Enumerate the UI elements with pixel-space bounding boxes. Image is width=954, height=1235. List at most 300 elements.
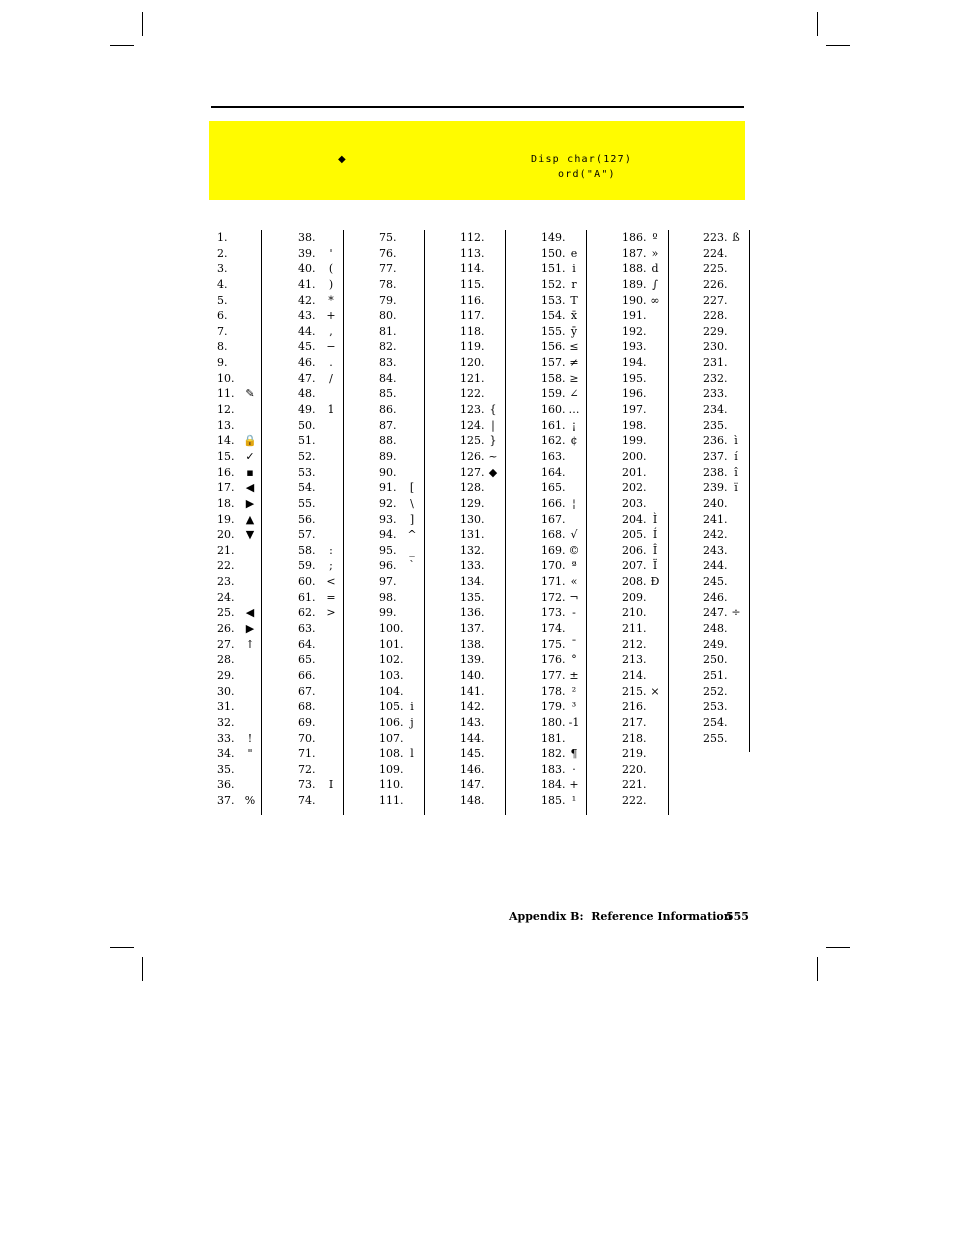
char-glyph: ◆: [488, 465, 498, 479]
char-glyph: ◀: [245, 481, 255, 495]
char-glyph: ✎: [245, 387, 255, 401]
char-code: 150.: [541, 246, 566, 260]
char-glyph: ': [329, 246, 333, 260]
char-glyph: ·: [572, 762, 576, 776]
char-code: 190.: [622, 293, 647, 307]
page-number: 555: [726, 910, 749, 923]
crop-mark: [817, 957, 818, 981]
char-code: 8.: [217, 340, 228, 354]
char-code: 60.: [298, 575, 316, 589]
char-code: 238.: [703, 465, 728, 479]
char-code: 22.: [217, 559, 235, 573]
char-glyph: `: [409, 559, 415, 573]
char-code: 44.: [298, 324, 316, 338]
char-code: 95.: [379, 543, 397, 557]
highlight-box: [209, 121, 745, 200]
char-code: 25.: [217, 606, 235, 620]
char-code: 16.: [217, 465, 235, 479]
char-code: 78.: [379, 277, 397, 291]
char-code: 253.: [703, 700, 728, 714]
char-glyph: î: [734, 465, 738, 479]
char-code: 189.: [622, 277, 647, 291]
char-code: 55.: [298, 496, 316, 510]
char-glyph: *: [328, 293, 334, 307]
char-code: 145.: [460, 747, 485, 761]
char-glyph: i: [572, 262, 576, 276]
char-code: 172.: [541, 590, 566, 604]
char-code: 81.: [379, 324, 397, 338]
char-code: 1.: [217, 231, 228, 244]
char-code: 80.: [379, 309, 397, 323]
char-glyph: ±: [569, 668, 579, 682]
char-glyph: Ð: [650, 575, 660, 589]
char-code: 58.: [298, 543, 316, 557]
char-glyph: {: [489, 403, 497, 417]
char-code: 57.: [298, 528, 316, 542]
char-glyph: ¯: [571, 637, 577, 651]
char-code: 126.: [460, 449, 485, 463]
char-code: 169.: [541, 543, 566, 557]
char-code: 174.: [541, 622, 566, 636]
char-code: 143.: [460, 715, 485, 729]
char-glyph: ^: [407, 528, 417, 542]
char-code: 91.: [379, 481, 397, 495]
char-code: 141.: [460, 684, 485, 698]
char-code: 182.: [541, 747, 566, 761]
char-code: 93.: [379, 512, 397, 526]
column-divider: [586, 230, 587, 815]
char-code: 104.: [379, 684, 404, 698]
char-code: 166.: [541, 496, 566, 510]
char-code: 180.: [541, 715, 566, 729]
char-glyph: «: [570, 575, 578, 589]
char-code: 50.: [298, 418, 316, 432]
char-code: 76.: [379, 246, 397, 260]
char-glyph: +: [569, 778, 579, 792]
char-code: 246.: [703, 590, 728, 604]
char-glyph: 🔒: [243, 434, 257, 448]
char-code: 213.: [622, 653, 647, 667]
char-code: 214.: [622, 668, 647, 682]
char-code: 73.: [298, 778, 316, 792]
char-code: 39.: [298, 246, 316, 260]
char-code: 3.: [217, 262, 228, 276]
char-code: 178.: [541, 684, 566, 698]
char-code: 240.: [703, 496, 728, 510]
char-code: 247.: [703, 606, 728, 620]
char-code: 210.: [622, 606, 647, 620]
char-code: 68.: [298, 700, 316, 714]
char-code: 224.: [703, 246, 728, 260]
diamond-glyph: ◆: [338, 154, 346, 165]
char-glyph: e: [570, 246, 578, 260]
char-code: 112.: [460, 231, 485, 244]
char-code: 31.: [217, 700, 235, 714]
char-glyph: ✓: [245, 449, 255, 463]
char-glyph: ©: [568, 543, 580, 557]
char-code: 140.: [460, 668, 485, 682]
char-code: 118.: [460, 324, 485, 338]
char-glyph: ß: [732, 231, 740, 244]
char-glyph: í: [734, 449, 738, 463]
crop-mark: [817, 12, 818, 36]
char-code: 101.: [379, 637, 404, 651]
char-code: 82.: [379, 340, 397, 354]
char-code: 111.: [379, 794, 404, 808]
char-code: 255.: [703, 731, 728, 745]
char-code: 77.: [379, 262, 397, 276]
char-glyph: .: [329, 356, 333, 370]
char-code: 27.: [217, 637, 235, 651]
char-code: 26.: [217, 622, 235, 636]
crop-mark: [826, 45, 850, 46]
char-code: 24.: [217, 590, 235, 604]
char-code: 164.: [541, 465, 566, 479]
char-code: 236.: [703, 434, 728, 448]
char-glyph: ³: [571, 700, 577, 714]
char-code: 51.: [298, 434, 316, 448]
char-code: 232.: [703, 371, 728, 385]
char-code: 244.: [703, 559, 728, 573]
char-code: 168.: [541, 528, 566, 542]
char-code: 100.: [379, 622, 404, 636]
char-code: 135.: [460, 590, 485, 604]
char-code: 28.: [217, 653, 235, 667]
char-code: 113.: [460, 246, 485, 260]
char-code: 123.: [460, 403, 485, 417]
char-code: 108.: [379, 747, 404, 761]
char-glyph: d: [651, 262, 659, 276]
char-glyph: 1: [327, 403, 335, 417]
char-code: 20.: [217, 528, 235, 542]
char-code: 5.: [217, 293, 228, 307]
char-code: 2.: [217, 246, 228, 260]
char-code: 167.: [541, 512, 566, 526]
char-glyph: =: [326, 590, 336, 604]
char-code: 37.: [217, 794, 235, 808]
char-code: 124.: [460, 418, 485, 432]
char-glyph: ∠: [569, 387, 579, 401]
char-code: 90.: [379, 465, 397, 479]
char-code: 249.: [703, 637, 728, 651]
char-glyph: ;: [329, 559, 333, 573]
char-code: 47.: [298, 371, 316, 385]
char-code: 79.: [379, 293, 397, 307]
char-code: 226.: [703, 277, 728, 291]
char-code: 204.: [622, 512, 647, 526]
char-glyph: ): [328, 277, 334, 291]
char-glyph: x̄: [570, 309, 578, 323]
char-code: 7.: [217, 324, 228, 338]
char-glyph: :: [329, 543, 333, 557]
char-code: 158.: [541, 371, 566, 385]
char-glyph: (: [328, 262, 334, 276]
char-code: 86.: [379, 403, 397, 417]
char-code: 133.: [460, 559, 485, 573]
char-glyph: ¢: [570, 434, 578, 448]
char-glyph: -1: [568, 715, 580, 729]
char-code: 129.: [460, 496, 485, 510]
char-code: 186.: [622, 231, 647, 244]
char-code: 11.: [217, 387, 235, 401]
char-code: 187.: [622, 246, 647, 260]
char-code: 109.: [379, 762, 404, 776]
char-code: 227.: [703, 293, 728, 307]
char-glyph: Ì: [652, 512, 658, 526]
char-code: 99.: [379, 606, 397, 620]
char-code: 211.: [622, 622, 647, 636]
footer-label: Appendix B: Reference Information: [509, 910, 732, 923]
char-code: 107.: [379, 731, 404, 745]
char-code: 117.: [460, 309, 485, 323]
column-divider: [343, 230, 344, 815]
char-code: 34.: [217, 747, 235, 761]
char-code: 148.: [460, 794, 485, 808]
char-code: 202.: [622, 481, 647, 495]
char-code: 229.: [703, 324, 728, 338]
char-glyph: ¹: [571, 794, 577, 808]
crop-mark: [826, 947, 850, 948]
char-code: 221.: [622, 778, 647, 792]
char-code: 10.: [217, 371, 235, 385]
char-code: 9.: [217, 356, 228, 370]
char-code: 251.: [703, 668, 728, 682]
char-code: 102.: [379, 653, 404, 667]
char-glyph: ×: [650, 684, 660, 698]
char-code: 173.: [541, 606, 566, 620]
char-code: 161.: [541, 418, 566, 432]
crop-mark: [110, 947, 134, 948]
char-code: 217.: [622, 715, 647, 729]
char-code: 114.: [460, 262, 485, 276]
char-code: 149.: [541, 231, 566, 244]
char-code: 121.: [460, 371, 485, 385]
char-code: 70.: [298, 731, 316, 745]
char-code: 17.: [217, 481, 235, 495]
char-code: 21.: [217, 543, 235, 557]
char-code: 231.: [703, 356, 728, 370]
char-glyph: ȳ: [570, 324, 578, 338]
char-code: 207.: [622, 559, 647, 573]
char-code: 200.: [622, 449, 647, 463]
char-glyph: j: [410, 715, 414, 729]
char-glyph: Ï: [652, 559, 658, 573]
char-glyph: +: [326, 309, 336, 323]
char-glyph: √: [570, 528, 578, 542]
char-code: 103.: [379, 668, 404, 682]
char-code: 205.: [622, 528, 647, 542]
char-glyph: i: [410, 700, 414, 714]
char-code: 139.: [460, 653, 485, 667]
char-code: 63.: [298, 622, 316, 636]
char-code: 185.: [541, 794, 566, 808]
char-code: 53.: [298, 465, 316, 479]
char-code: 242.: [703, 528, 728, 542]
char-glyph: °: [571, 653, 577, 667]
char-code: 230.: [703, 340, 728, 354]
char-code: 66.: [298, 668, 316, 682]
char-glyph: ≠: [569, 356, 579, 370]
char-glyph: ▪: [246, 465, 254, 479]
char-code: 146.: [460, 762, 485, 776]
char-code: 234.: [703, 403, 728, 417]
char-code: 239.: [703, 481, 728, 495]
char-code: 163.: [541, 449, 566, 463]
char-glyph: ▶: [245, 496, 255, 510]
char-code: 120.: [460, 356, 485, 370]
char-glyph: »: [651, 246, 659, 260]
char-glyph: ∫: [652, 277, 658, 291]
char-glyph: ²: [571, 684, 577, 698]
char-code: 128.: [460, 481, 485, 495]
char-code: 72.: [298, 762, 316, 776]
char-code: 137.: [460, 622, 485, 636]
column-divider: [261, 230, 262, 815]
char-code: 241.: [703, 512, 728, 526]
char-code: 15.: [217, 449, 235, 463]
char-code: 220.: [622, 762, 647, 776]
char-glyph: r: [571, 277, 577, 291]
char-code: 94.: [379, 528, 397, 542]
char-code: 176.: [541, 653, 566, 667]
char-code: 4.: [217, 277, 228, 291]
char-code: 38.: [298, 231, 316, 244]
char-code: 12.: [217, 403, 235, 417]
char-code: 83.: [379, 356, 397, 370]
char-code: 54.: [298, 481, 316, 495]
char-code: 191.: [622, 309, 647, 323]
char-code: 159.: [541, 387, 566, 401]
char-code: 6.: [217, 309, 228, 323]
char-code: 62.: [298, 606, 316, 620]
char-code: 42.: [298, 293, 316, 307]
char-code: 197.: [622, 403, 647, 417]
char-code: 223.: [703, 231, 728, 244]
char-glyph: ¦: [572, 496, 576, 510]
char-glyph: ¡: [571, 418, 577, 432]
char-glyph: _: [409, 543, 415, 557]
char-glyph: ≤: [569, 340, 579, 354]
char-glyph: ▲: [245, 512, 255, 526]
char-code: 215.: [622, 684, 647, 698]
char-glyph: ï: [734, 481, 738, 495]
char-glyph: %: [244, 794, 256, 808]
char-code: 188.: [622, 262, 647, 276]
char-code: 115.: [460, 277, 485, 291]
char-code: 13.: [217, 418, 235, 432]
char-glyph: ◀: [245, 606, 255, 620]
char-code: 142.: [460, 700, 485, 714]
char-glyph: T: [570, 293, 578, 307]
char-glyph: ¶: [570, 747, 578, 761]
char-glyph: <: [326, 575, 336, 589]
char-code: 219.: [622, 747, 647, 761]
char-code: 67.: [298, 684, 316, 698]
char-glyph: ¬: [569, 590, 579, 604]
char-code: 40.: [298, 262, 316, 276]
column-divider: [505, 230, 506, 815]
char-glyph: Î: [652, 543, 658, 557]
char-glyph: >: [326, 606, 336, 620]
char-code: 75.: [379, 231, 397, 244]
char-code: 222.: [622, 794, 647, 808]
char-code: 138.: [460, 637, 485, 651]
char-code: 233.: [703, 387, 728, 401]
char-code: 48.: [298, 387, 316, 401]
char-glyph: ,: [329, 324, 333, 338]
char-code: 181.: [541, 731, 566, 745]
char-code: 248.: [703, 622, 728, 636]
char-code: 119.: [460, 340, 485, 354]
code-line-1: Disp char(127): [531, 154, 633, 165]
char-code: 192.: [622, 324, 647, 338]
char-code: 136.: [460, 606, 485, 620]
char-code: 96.: [379, 559, 397, 573]
char-code: 88.: [379, 434, 397, 448]
char-code: 228.: [703, 309, 728, 323]
char-glyph: º: [652, 231, 658, 244]
char-code: 225.: [703, 262, 728, 276]
char-code: 59.: [298, 559, 316, 573]
char-glyph: ÷: [731, 606, 741, 620]
char-glyph: }: [489, 434, 497, 448]
char-code: 116.: [460, 293, 485, 307]
char-code: 127.: [460, 465, 485, 479]
char-glyph: ì: [734, 434, 738, 448]
char-code: 19.: [217, 512, 235, 526]
char-code: 106.: [379, 715, 404, 729]
char-code: 179.: [541, 700, 566, 714]
char-glyph: ]: [409, 512, 415, 526]
char-code: 194.: [622, 356, 647, 370]
char-glyph: /: [329, 371, 333, 385]
char-glyph: ↑: [245, 637, 255, 651]
char-code: 184.: [541, 778, 566, 792]
top-rule: [211, 106, 744, 108]
char-code: 132.: [460, 543, 485, 557]
char-code: 65.: [298, 653, 316, 667]
char-code: 46.: [298, 356, 316, 370]
char-code: 92.: [379, 496, 397, 510]
char-glyph: \: [410, 496, 414, 510]
char-code: 35.: [217, 762, 235, 776]
column-divider: [668, 230, 669, 815]
char-glyph: …: [568, 403, 580, 417]
char-glyph: Í: [652, 528, 658, 542]
char-code: 183.: [541, 762, 566, 776]
char-code: 125.: [460, 434, 485, 448]
char-code: 175.: [541, 637, 566, 651]
char-code: 49.: [298, 403, 316, 417]
char-code: 160.: [541, 403, 566, 417]
char-code: 201.: [622, 465, 647, 479]
char-code: 218.: [622, 731, 647, 745]
char-code: 18.: [217, 496, 235, 510]
char-code: 85.: [379, 387, 397, 401]
char-code: 84.: [379, 371, 397, 385]
char-code: 32.: [217, 715, 235, 729]
char-glyph: ≥: [569, 371, 579, 385]
char-glyph: ": [247, 747, 253, 761]
char-code: 165.: [541, 481, 566, 495]
char-glyph: l: [410, 747, 414, 761]
crop-mark: [110, 45, 134, 46]
char-code: 36.: [217, 778, 235, 792]
char-code: 154.: [541, 309, 566, 323]
char-code: 98.: [379, 590, 397, 604]
char-code: 193.: [622, 340, 647, 354]
char-code: 131.: [460, 528, 485, 542]
